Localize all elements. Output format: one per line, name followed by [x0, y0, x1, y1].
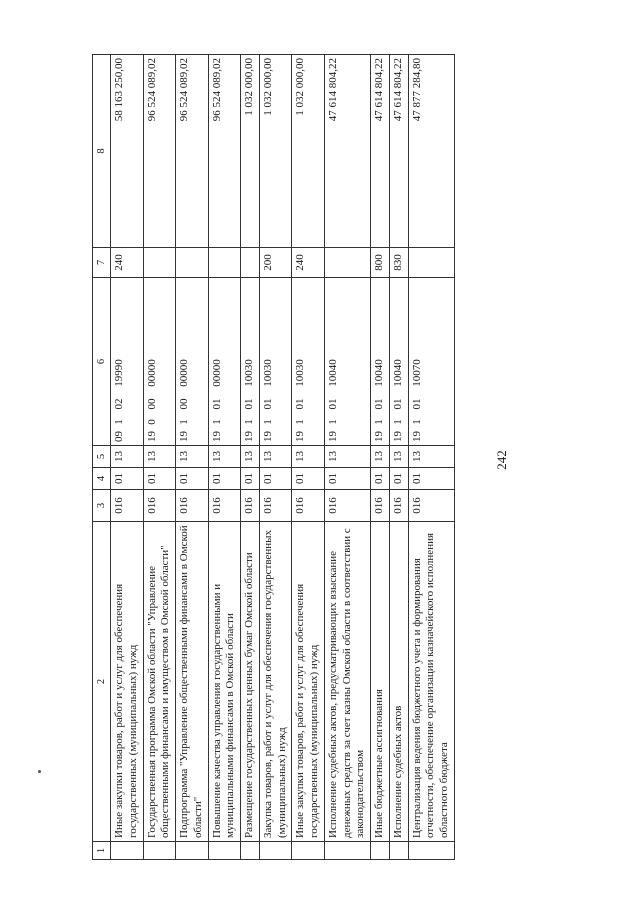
table-row — [408, 55, 454, 860]
code-ministry: 016 — [176, 490, 209, 522]
column-header: 6 — [93, 278, 111, 446]
table-row — [389, 55, 408, 860]
table-body — [111, 55, 455, 860]
code-section: 01 — [111, 468, 144, 490]
target-article-part: 01 — [391, 398, 404, 410]
target-article-part: 02 — [113, 398, 126, 410]
row-name: Исполнение судебных актов — [389, 522, 408, 842]
code-subsection: 13 — [143, 446, 176, 468]
amount: 47 614 804,22 — [324, 55, 370, 248]
table-row — [371, 55, 390, 860]
target-article-part: 00000 — [210, 359, 223, 387]
target-article-part: 09 — [113, 431, 126, 442]
target-article-part: 1 — [261, 419, 274, 425]
table-row — [259, 55, 292, 860]
code-section: 01 — [241, 468, 260, 490]
column-header: 1 — [93, 842, 111, 860]
amount: 96 524 089,02 — [143, 55, 176, 248]
target-article-part: 01 — [294, 398, 307, 410]
target-article-part: 10040 — [326, 359, 339, 387]
code-subsection: 13 — [389, 446, 408, 468]
code-ministry: 016 — [292, 490, 325, 522]
target-article-part: 1 — [178, 419, 191, 425]
code-section: 01 — [324, 468, 370, 490]
target-article-part: 10030 — [261, 359, 274, 387]
row-name: Подпрограмма "Управление общественными финансами в Омской области" — [176, 522, 209, 842]
target-article-part: 1 — [113, 419, 126, 425]
code-subsection: 13 — [176, 446, 209, 468]
col1-cell — [371, 842, 390, 860]
target-article-part: 19 — [261, 431, 274, 442]
col1-cell — [324, 842, 370, 860]
target-article-code — [408, 278, 454, 446]
code-section: 01 — [259, 468, 292, 490]
target-article-part: 1 — [326, 419, 339, 425]
target-article-part: 19 — [373, 431, 386, 442]
code-subsection: 13 — [208, 446, 241, 468]
rotated-page — [92, 55, 547, 860]
target-article-part: 01 — [210, 398, 223, 410]
amount: 1 032 000,00 — [292, 55, 325, 248]
table-row — [111, 55, 144, 860]
target-article-part: 10040 — [373, 359, 386, 387]
col1-cell — [176, 842, 209, 860]
row-name: Закупка товаров, работ и услуг для обеспечения государственных (муниципальных) нужд — [259, 522, 292, 842]
target-article-part: 0 — [145, 419, 158, 425]
table-row — [143, 55, 176, 860]
target-article-code — [324, 278, 370, 446]
target-article-part: 1 — [294, 419, 307, 425]
target-article-part: 19 — [145, 431, 158, 442]
amount: 1 032 000,00 — [259, 55, 292, 248]
target-article-part: 19 — [243, 431, 256, 442]
target-article-part: 01 — [326, 398, 339, 410]
code-ministry: 016 — [324, 490, 370, 522]
column-header: 7 — [93, 248, 111, 278]
expense-type-code: 800 — [371, 248, 390, 278]
row-name: Государственная программа Омской области "Управление общественными финансами и имуществом в Омской области" — [143, 522, 176, 842]
expense-type-code: 830 — [389, 248, 408, 278]
target-article-part: 1 — [210, 419, 223, 425]
target-article-part: 10030 — [294, 359, 307, 387]
target-article-code — [143, 278, 176, 446]
amount: 96 524 089,02 — [208, 55, 241, 248]
code-ministry: 016 — [241, 490, 260, 522]
target-article-part: 1 — [243, 419, 256, 425]
col1-cell — [259, 842, 292, 860]
target-article-part: 10030 — [243, 359, 256, 387]
target-article-part: 01 — [373, 398, 386, 410]
row-name: Повышение качества управления государственными и муниципальными финансами в Омской области — [208, 522, 241, 842]
target-article-code — [259, 278, 292, 446]
target-article-part: 00000 — [178, 359, 191, 387]
target-article-part: 01 — [243, 398, 256, 410]
expense-type-code — [324, 248, 370, 278]
amount: 47 614 804,22 — [389, 55, 408, 248]
target-article-code — [241, 278, 260, 446]
target-article-part: 1 — [373, 419, 386, 425]
col1-cell — [241, 842, 260, 860]
target-article-code — [111, 278, 144, 446]
code-subsection: 13 — [241, 446, 260, 468]
row-name: Размещение государственных ценных бумаг Омской области — [241, 522, 260, 842]
target-article-part: 00000 — [145, 359, 158, 387]
column-header: 2 — [93, 522, 111, 842]
code-ministry: 016 — [389, 490, 408, 522]
target-article-part: 00 — [178, 398, 191, 410]
target-article-code — [176, 278, 209, 446]
page-number: 242 — [494, 450, 509, 470]
target-article-part: 19 — [294, 431, 307, 442]
target-article-part: 19 — [391, 431, 404, 442]
target-article-code — [208, 278, 241, 446]
target-article-code — [371, 278, 390, 446]
col1-cell — [111, 842, 144, 860]
table-row — [324, 55, 370, 860]
header-row — [93, 55, 111, 860]
column-header: 4 — [93, 468, 111, 490]
column-header: 3 — [93, 490, 111, 522]
target-article-part: 19 — [178, 431, 191, 442]
scan-speck — [38, 770, 41, 773]
column-header: 8 — [93, 55, 111, 248]
expense-type-code: 240 — [292, 248, 325, 278]
table-row — [208, 55, 241, 860]
code-ministry: 016 — [259, 490, 292, 522]
amount: 47 614 804,22 — [371, 55, 390, 248]
code-subsection: 13 — [259, 446, 292, 468]
code-section: 01 — [176, 468, 209, 490]
expense-type-code — [143, 248, 176, 278]
table-row — [241, 55, 260, 860]
target-article-part: 19 — [410, 431, 423, 442]
expense-type-code: 200 — [259, 248, 292, 278]
row-name: Исполнение судебных актов, предусматривающих взыскание денежных средств за счет казны Омской области в соответствии с законодательством — [324, 522, 370, 842]
budget-table — [92, 54, 455, 860]
target-article-part: 00 — [145, 398, 158, 410]
expense-type-code — [176, 248, 209, 278]
code-section: 01 — [408, 468, 454, 490]
target-article-part: 19 — [326, 431, 339, 442]
code-ministry: 016 — [408, 490, 454, 522]
row-name: Иные закупки товаров, работ и услуг для обеспечения государственных (муниципальных) нужд — [292, 522, 325, 842]
code-section: 01 — [389, 468, 408, 490]
target-article-part: 1 — [391, 419, 404, 425]
expense-type-code — [208, 248, 241, 278]
code-subsection: 13 — [408, 446, 454, 468]
amount: 58 163 250,00 — [111, 55, 144, 248]
amount: 96 524 089,02 — [176, 55, 209, 248]
expense-type-code — [408, 248, 454, 278]
code-section: 01 — [143, 468, 176, 490]
code-ministry: 016 — [143, 490, 176, 522]
column-header: 5 — [93, 446, 111, 468]
code-subsection: 13 — [292, 446, 325, 468]
col1-cell — [389, 842, 408, 860]
code-ministry: 016 — [371, 490, 390, 522]
target-article-code — [389, 278, 408, 446]
code-subsection: 13 — [111, 446, 144, 468]
expense-type-code — [241, 248, 260, 278]
target-article-part: 1 — [410, 419, 423, 425]
target-article-part: 19 — [210, 431, 223, 442]
target-article-part: 01 — [410, 398, 423, 410]
table-row — [292, 55, 325, 860]
target-article-part: 10040 — [391, 359, 404, 387]
target-article-code — [292, 278, 325, 446]
row-name: Централизация ведения бюджетного учета и формирования отчетности, обеспечение организации казначейского исполнения областного бюджета — [408, 522, 454, 842]
code-section: 01 — [292, 468, 325, 490]
target-article-part: 01 — [261, 398, 274, 410]
row-name: Иные закупки товаров, работ и услуг для обеспечения государственных (муниципальных) нужд — [111, 522, 144, 842]
amount: 1 032 000,00 — [241, 55, 260, 248]
target-article-part: 10070 — [410, 359, 423, 387]
target-article-part: 19990 — [113, 359, 126, 387]
table-row — [176, 55, 209, 860]
code-ministry: 016 — [111, 490, 144, 522]
col1-cell — [292, 842, 325, 860]
code-ministry: 016 — [208, 490, 241, 522]
row-name: Иные бюджетные ассигнования — [371, 522, 390, 842]
col1-cell — [143, 842, 176, 860]
col1-cell — [408, 842, 454, 860]
code-subsection: 13 — [324, 446, 370, 468]
expense-type-code: 240 — [111, 248, 144, 278]
col1-cell — [208, 842, 241, 860]
code-section: 01 — [371, 468, 390, 490]
code-section: 01 — [208, 468, 241, 490]
amount: 47 877 284,80 — [408, 55, 454, 248]
code-subsection: 13 — [371, 446, 390, 468]
